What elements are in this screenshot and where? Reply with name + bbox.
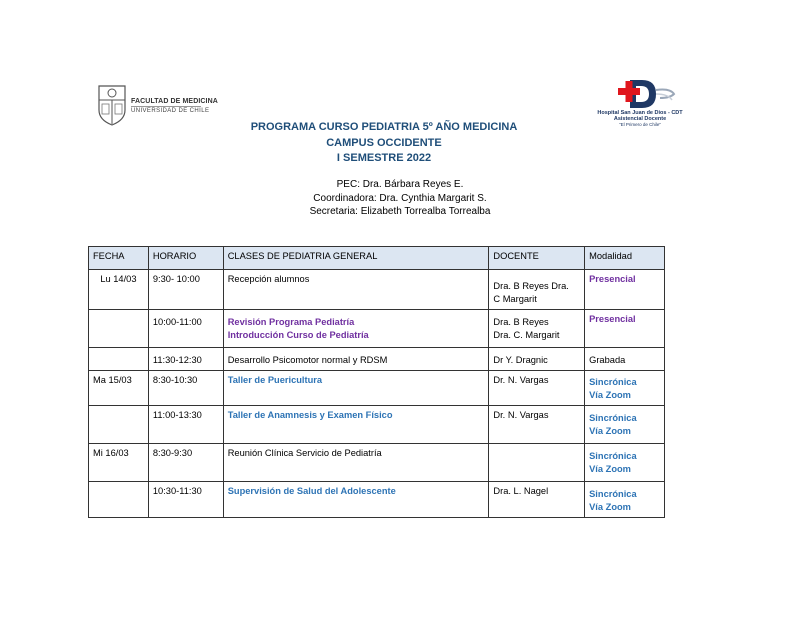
table-row <box>89 310 665 348</box>
row-class <box>223 406 489 444</box>
teacher-line: Dr Y. Dragnic <box>493 355 548 365</box>
table-row <box>89 444 665 482</box>
teacher-line: Dr. N. Vargas <box>493 410 549 420</box>
modality-text: Vía Zoom <box>589 502 631 512</box>
time-text: 10:00-11:00 <box>152 317 202 327</box>
row-class <box>223 348 489 371</box>
date-text: Mi 16/03 <box>93 448 129 458</box>
row-date <box>89 348 149 371</box>
class-title: Taller de Puericultura <box>227 375 323 385</box>
header-docente: DOCENTE <box>489 247 585 270</box>
row-modality <box>585 444 665 482</box>
row-time: 8:30-10:30 <box>148 371 223 406</box>
row-modality <box>585 310 665 348</box>
campus-title: CAMPUS OCCIDENTE <box>326 137 442 149</box>
row-modality <box>585 406 665 444</box>
class-title: Supervisión de Salud del Adolescente <box>227 486 396 496</box>
header-modalidad: Modalidad <box>585 247 665 270</box>
teacher-line: Dra. B Reyes <box>493 317 549 327</box>
modality-text: Presencial <box>589 274 636 284</box>
table-row <box>89 482 665 518</box>
modality-text: Sincrónica <box>589 377 637 387</box>
modality-text: Sincrónica <box>589 451 637 461</box>
row-time <box>148 348 223 371</box>
coordinator-line: Coordinadora: Dra. Cynthia Margarit S. <box>313 193 487 204</box>
row-time: 8:30-9:30 <box>148 444 223 482</box>
teacher-line: Dra. L. Nagel <box>493 486 549 496</box>
teacher-line: Dra. C. Margarit <box>493 330 560 340</box>
logo-divider <box>131 106 201 107</box>
row-date <box>89 310 149 348</box>
schedule-table <box>88 246 665 518</box>
class-title: Reunión Clínica Servicio de Pediatría <box>227 448 382 458</box>
row-teacher <box>489 482 585 518</box>
hospital-name: Hospital San Juan de Dios - CDT <box>597 110 683 116</box>
time-text: 11:00-13:30 <box>152 410 202 420</box>
row-class <box>223 310 489 348</box>
row-time: 9:30- 10:00 <box>148 270 223 310</box>
header-fecha: FECHA <box>89 247 149 270</box>
teacher-line: C Margarit <box>493 294 537 304</box>
row-teacher <box>489 310 585 348</box>
modality-text: Vía Zoom <box>589 464 631 474</box>
row-date <box>89 406 149 444</box>
row-time <box>148 406 223 444</box>
hospital-emblem-icon <box>590 74 690 110</box>
row-teacher <box>489 348 585 371</box>
modality-text: Vía Zoom <box>589 390 631 400</box>
row-date <box>89 270 149 310</box>
teacher-line: Dr. N. Vargas <box>493 375 549 385</box>
row-modality <box>585 482 665 518</box>
table-header-row <box>89 247 665 270</box>
table-row <box>89 406 665 444</box>
modality-text: Vía Zoom <box>589 426 631 436</box>
class-title: Introducción Curso de Pediatría <box>227 330 369 340</box>
row-teacher <box>489 371 585 406</box>
secretary-line: Secretaria: Elizabeth Torrealba Torrealba <box>309 206 491 217</box>
row-teacher <box>489 270 585 310</box>
row-class <box>223 270 489 310</box>
class-title: Recepción alumnos <box>227 274 310 284</box>
row-date <box>89 444 149 482</box>
row-modality <box>585 371 665 406</box>
row-date <box>89 371 149 406</box>
modality-text: Grabada <box>589 355 626 365</box>
program-title: PROGRAMA CURSO PEDIATRIA 5º AÑO MEDICINA <box>250 121 518 133</box>
faculty-name: FACULTAD DE MEDICINA <box>131 98 218 105</box>
hospital-tagline: "El Primero de Chile" <box>619 122 661 127</box>
row-time <box>148 310 223 348</box>
teacher-line: Dra. B Reyes Dra. <box>493 281 569 291</box>
hospital-subtitle: Asistencial Docente <box>613 116 667 122</box>
row-time <box>148 482 223 518</box>
row-modality <box>585 270 665 310</box>
row-class <box>223 371 489 406</box>
table-row <box>89 348 665 371</box>
time-text: 10:30-11:30 <box>152 486 202 496</box>
row-class <box>223 444 489 482</box>
time-text: 11:30-12:30 <box>152 355 202 365</box>
modality-text: Presencial <box>589 314 636 324</box>
class-title: Desarrollo Psicomotor normal y RDSM <box>227 355 388 365</box>
header-horario: HORARIO <box>148 247 223 270</box>
modality-text: Sincrónica <box>589 413 637 423</box>
date-text: Ma 15/03 <box>93 375 132 385</box>
semester-title: I SEMESTRE 2022 <box>336 152 432 164</box>
date-text: Lu 14/03 <box>100 274 137 284</box>
table-row <box>89 270 665 310</box>
class-title: Taller de Anamnesis y Examen Físico <box>227 410 393 420</box>
table-row <box>89 371 665 406</box>
row-teacher <box>489 406 585 444</box>
university-name: UNIVERSIDAD DE CHILE <box>131 108 210 114</box>
header-clases: CLASES DE PEDIATRIA GENERAL <box>223 247 489 270</box>
row-class <box>223 482 489 518</box>
modality-text: Sincrónica <box>589 489 637 499</box>
row-date <box>89 482 149 518</box>
pec-line: PEC: Dra. Bárbara Reyes E. <box>336 179 464 190</box>
row-modality <box>585 348 665 371</box>
row-teacher <box>489 444 585 482</box>
university-shield-icon <box>97 84 127 126</box>
class-title: Revisión Programa Pediatría <box>227 317 355 327</box>
